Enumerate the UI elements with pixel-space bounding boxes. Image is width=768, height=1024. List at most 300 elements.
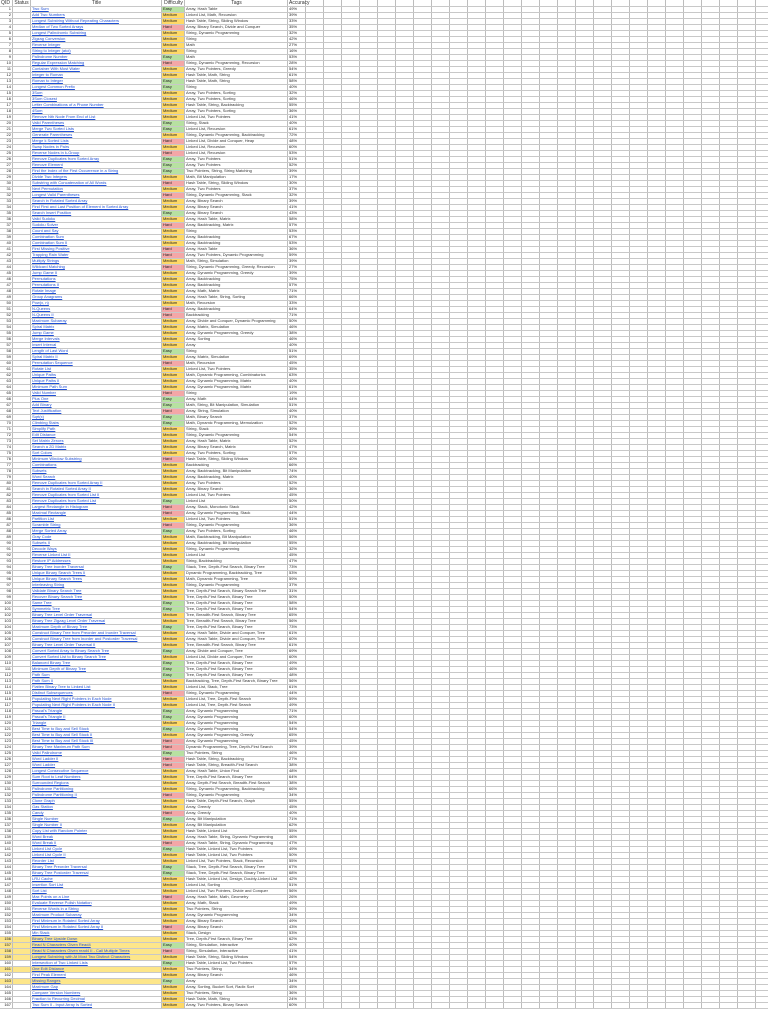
empty-cell[interactable] xyxy=(630,715,648,720)
empty-cell[interactable] xyxy=(324,91,342,96)
empty-cell[interactable] xyxy=(360,37,378,42)
empty-cell[interactable] xyxy=(396,505,414,510)
empty-cell[interactable] xyxy=(342,151,360,156)
empty-cell[interactable] xyxy=(468,553,486,558)
empty-cell[interactable] xyxy=(486,607,504,612)
cell-title-link[interactable]: Binary Tree Upside Down xyxy=(31,937,162,942)
empty-cell[interactable] xyxy=(396,655,414,660)
empty-cell[interactable] xyxy=(684,835,702,840)
empty-cell[interactable] xyxy=(648,109,666,114)
empty-cell[interactable] xyxy=(540,433,558,438)
empty-cell[interactable] xyxy=(450,721,468,726)
empty-cell[interactable] xyxy=(684,553,702,558)
cell-title-link[interactable]: Path Sum xyxy=(31,673,162,678)
empty-cell[interactable] xyxy=(360,91,378,96)
empty-cell[interactable] xyxy=(576,151,594,156)
empty-cell[interactable] xyxy=(486,139,504,144)
empty-cell[interactable] xyxy=(648,427,666,432)
empty-cell[interactable] xyxy=(486,673,504,678)
empty-cell[interactable] xyxy=(594,199,612,204)
cell-title-link[interactable]: Permutation Sequence xyxy=(31,361,162,366)
empty-cell[interactable] xyxy=(360,601,378,606)
empty-cell[interactable] xyxy=(738,805,756,810)
empty-cell[interactable] xyxy=(432,73,450,78)
empty-cell[interactable] xyxy=(630,367,648,372)
empty-cell[interactable] xyxy=(378,847,396,852)
empty-cell[interactable] xyxy=(522,91,540,96)
empty-cell[interactable] xyxy=(360,13,378,18)
empty-cell[interactable] xyxy=(738,559,756,564)
empty-cell[interactable] xyxy=(738,331,756,336)
empty-cell[interactable] xyxy=(702,685,720,690)
empty-cell[interactable] xyxy=(522,505,540,510)
empty-cell[interactable] xyxy=(342,577,360,582)
empty-cell[interactable] xyxy=(540,361,558,366)
empty-cell[interactable] xyxy=(630,487,648,492)
empty-cell[interactable] xyxy=(594,667,612,672)
empty-header-cell[interactable] xyxy=(432,0,450,6)
empty-cell[interactable] xyxy=(324,523,342,528)
empty-cell[interactable] xyxy=(450,829,468,834)
empty-cell[interactable] xyxy=(558,541,576,546)
empty-cell[interactable] xyxy=(558,307,576,312)
empty-cell[interactable] xyxy=(684,421,702,426)
empty-cell[interactable] xyxy=(342,787,360,792)
empty-cell[interactable] xyxy=(738,373,756,378)
empty-cell[interactable] xyxy=(630,493,648,498)
empty-cell[interactable] xyxy=(324,709,342,714)
empty-cell[interactable] xyxy=(522,763,540,768)
empty-cell[interactable] xyxy=(468,103,486,108)
empty-cell[interactable] xyxy=(360,835,378,840)
empty-cell[interactable] xyxy=(630,769,648,774)
empty-cell[interactable] xyxy=(396,43,414,48)
empty-cell[interactable] xyxy=(468,25,486,30)
empty-cell[interactable] xyxy=(522,151,540,156)
empty-cell[interactable] xyxy=(396,847,414,852)
empty-cell[interactable] xyxy=(630,787,648,792)
empty-cell[interactable] xyxy=(396,199,414,204)
empty-cell[interactable] xyxy=(522,31,540,36)
empty-cell[interactable] xyxy=(450,895,468,900)
empty-cell[interactable] xyxy=(504,301,522,306)
empty-cell[interactable] xyxy=(612,691,630,696)
empty-cell[interactable] xyxy=(558,427,576,432)
empty-cell[interactable] xyxy=(612,325,630,330)
empty-cell[interactable] xyxy=(432,835,450,840)
empty-cell[interactable] xyxy=(450,19,468,24)
empty-cell[interactable] xyxy=(612,835,630,840)
empty-cell[interactable] xyxy=(432,49,450,54)
empty-cell[interactable] xyxy=(540,541,558,546)
empty-cell[interactable] xyxy=(648,241,666,246)
empty-cell[interactable] xyxy=(504,103,522,108)
empty-cell[interactable] xyxy=(720,217,738,222)
empty-cell[interactable] xyxy=(522,157,540,162)
empty-cell[interactable] xyxy=(558,127,576,132)
empty-cell[interactable] xyxy=(738,139,756,144)
empty-cell[interactable] xyxy=(684,103,702,108)
empty-cell[interactable] xyxy=(540,355,558,360)
empty-cell[interactable] xyxy=(558,457,576,462)
empty-cell[interactable] xyxy=(306,811,324,816)
empty-cell[interactable] xyxy=(666,475,684,480)
cell-title-link[interactable]: Word Break II xyxy=(31,841,162,846)
empty-cell[interactable] xyxy=(468,265,486,270)
empty-cell[interactable] xyxy=(648,391,666,396)
empty-cell[interactable] xyxy=(378,787,396,792)
empty-cell[interactable] xyxy=(666,265,684,270)
empty-cell[interactable] xyxy=(378,697,396,702)
empty-cell[interactable] xyxy=(666,289,684,294)
empty-cell[interactable] xyxy=(702,457,720,462)
empty-cell[interactable] xyxy=(684,373,702,378)
empty-cell[interactable] xyxy=(702,169,720,174)
empty-cell[interactable] xyxy=(324,319,342,324)
empty-cell[interactable] xyxy=(432,745,450,750)
empty-cell[interactable] xyxy=(522,451,540,456)
empty-cell[interactable] xyxy=(702,631,720,636)
empty-cell[interactable] xyxy=(468,13,486,18)
empty-cell[interactable] xyxy=(648,13,666,18)
empty-cell[interactable] xyxy=(630,757,648,762)
empty-cell[interactable] xyxy=(306,109,324,114)
cell-title-link[interactable]: Spiral Matrix II xyxy=(31,355,162,360)
empty-cell[interactable] xyxy=(594,559,612,564)
empty-cell[interactable] xyxy=(594,307,612,312)
empty-cell[interactable] xyxy=(612,775,630,780)
empty-cell[interactable] xyxy=(486,919,504,924)
empty-cell[interactable] xyxy=(378,385,396,390)
empty-cell[interactable] xyxy=(576,841,594,846)
empty-cell[interactable] xyxy=(468,763,486,768)
empty-cell[interactable] xyxy=(648,379,666,384)
empty-cell[interactable] xyxy=(432,277,450,282)
empty-cell[interactable] xyxy=(720,775,738,780)
empty-cell[interactable] xyxy=(684,199,702,204)
cell-title-link[interactable]: Gray Code xyxy=(31,535,162,540)
cell-title-link[interactable]: Group Anagrams xyxy=(31,295,162,300)
empty-cell[interactable] xyxy=(540,931,558,936)
empty-cell[interactable] xyxy=(720,721,738,726)
empty-cell[interactable] xyxy=(558,733,576,738)
empty-cell[interactable] xyxy=(594,847,612,852)
empty-cell[interactable] xyxy=(486,835,504,840)
empty-cell[interactable] xyxy=(540,325,558,330)
empty-cell[interactable] xyxy=(306,433,324,438)
empty-cell[interactable] xyxy=(738,295,756,300)
empty-cell[interactable] xyxy=(378,523,396,528)
empty-cell[interactable] xyxy=(504,331,522,336)
empty-cell[interactable] xyxy=(684,121,702,126)
empty-cell[interactable] xyxy=(306,295,324,300)
empty-cell[interactable] xyxy=(342,619,360,624)
empty-cell[interactable] xyxy=(324,757,342,762)
empty-cell[interactable] xyxy=(342,43,360,48)
empty-cell[interactable] xyxy=(630,235,648,240)
empty-cell[interactable] xyxy=(504,709,522,714)
empty-cell[interactable] xyxy=(630,637,648,642)
empty-cell[interactable] xyxy=(684,7,702,12)
empty-cell[interactable] xyxy=(486,499,504,504)
empty-cell[interactable] xyxy=(648,193,666,198)
empty-cell[interactable] xyxy=(414,721,432,726)
empty-cell[interactable] xyxy=(360,547,378,552)
empty-cell[interactable] xyxy=(558,193,576,198)
empty-cell[interactable] xyxy=(468,391,486,396)
empty-cell[interactable] xyxy=(630,865,648,870)
empty-cell[interactable] xyxy=(738,475,756,480)
empty-cell[interactable] xyxy=(450,457,468,462)
empty-cell[interactable] xyxy=(324,853,342,858)
empty-cell[interactable] xyxy=(432,907,450,912)
empty-cell[interactable] xyxy=(558,277,576,282)
empty-cell[interactable] xyxy=(720,157,738,162)
empty-cell[interactable] xyxy=(360,145,378,150)
empty-cell[interactable] xyxy=(306,31,324,36)
empty-cell[interactable] xyxy=(396,439,414,444)
empty-cell[interactable] xyxy=(720,103,738,108)
empty-cell[interactable] xyxy=(576,229,594,234)
empty-cell[interactable] xyxy=(540,829,558,834)
empty-cell[interactable] xyxy=(666,589,684,594)
empty-cell[interactable] xyxy=(378,415,396,420)
empty-cell[interactable] xyxy=(576,589,594,594)
empty-cell[interactable] xyxy=(540,403,558,408)
empty-cell[interactable] xyxy=(522,133,540,138)
empty-cell[interactable] xyxy=(738,151,756,156)
empty-cell[interactable] xyxy=(522,691,540,696)
cell-title-link[interactable]: Triangle xyxy=(31,721,162,726)
empty-cell[interactable] xyxy=(468,277,486,282)
empty-cell[interactable] xyxy=(540,895,558,900)
empty-cell[interactable] xyxy=(630,439,648,444)
empty-cell[interactable] xyxy=(594,373,612,378)
empty-cell[interactable] xyxy=(594,751,612,756)
empty-cell[interactable] xyxy=(522,673,540,678)
empty-cell[interactable] xyxy=(594,49,612,54)
empty-cell[interactable] xyxy=(414,511,432,516)
empty-cell[interactable] xyxy=(504,811,522,816)
empty-cell[interactable] xyxy=(378,31,396,36)
empty-cell[interactable] xyxy=(324,733,342,738)
empty-cell[interactable] xyxy=(540,463,558,468)
empty-cell[interactable] xyxy=(612,799,630,804)
empty-cell[interactable] xyxy=(594,655,612,660)
empty-cell[interactable] xyxy=(342,463,360,468)
empty-cell[interactable] xyxy=(720,85,738,90)
empty-cell[interactable] xyxy=(360,877,378,882)
empty-cell[interactable] xyxy=(720,679,738,684)
empty-cell[interactable] xyxy=(612,337,630,342)
empty-cell[interactable] xyxy=(522,85,540,90)
empty-cell[interactable] xyxy=(360,367,378,372)
empty-cell[interactable] xyxy=(360,7,378,12)
empty-cell[interactable] xyxy=(594,577,612,582)
empty-cell[interactable] xyxy=(486,559,504,564)
empty-cell[interactable] xyxy=(324,271,342,276)
empty-cell[interactable] xyxy=(342,889,360,894)
empty-cell[interactable] xyxy=(306,301,324,306)
empty-cell[interactable] xyxy=(648,637,666,642)
empty-cell[interactable] xyxy=(342,643,360,648)
empty-cell[interactable] xyxy=(342,253,360,258)
empty-cell[interactable] xyxy=(720,763,738,768)
cell-title-link[interactable]: Search in Rotated Sorted Array xyxy=(31,199,162,204)
empty-cell[interactable] xyxy=(666,97,684,102)
empty-cell[interactable] xyxy=(738,565,756,570)
empty-cell[interactable] xyxy=(648,913,666,918)
empty-cell[interactable] xyxy=(306,739,324,744)
empty-cell[interactable] xyxy=(576,67,594,72)
empty-cell[interactable] xyxy=(666,307,684,312)
empty-cell[interactable] xyxy=(522,829,540,834)
empty-cell[interactable] xyxy=(342,415,360,420)
empty-cell[interactable] xyxy=(396,115,414,120)
empty-cell[interactable] xyxy=(738,199,756,204)
empty-cell[interactable] xyxy=(450,151,468,156)
empty-cell[interactable] xyxy=(324,679,342,684)
empty-cell[interactable] xyxy=(738,361,756,366)
empty-cell[interactable] xyxy=(540,889,558,894)
empty-cell[interactable] xyxy=(324,745,342,750)
empty-cell[interactable] xyxy=(576,277,594,282)
empty-cell[interactable] xyxy=(450,877,468,882)
empty-cell[interactable] xyxy=(486,427,504,432)
empty-cell[interactable] xyxy=(684,487,702,492)
empty-cell[interactable] xyxy=(468,61,486,66)
empty-cell[interactable] xyxy=(360,343,378,348)
empty-cell[interactable] xyxy=(540,163,558,168)
empty-cell[interactable] xyxy=(468,463,486,468)
empty-cell[interactable] xyxy=(396,475,414,480)
empty-cell[interactable] xyxy=(648,793,666,798)
empty-cell[interactable] xyxy=(486,259,504,264)
empty-cell[interactable] xyxy=(504,463,522,468)
empty-cell[interactable] xyxy=(486,415,504,420)
empty-cell[interactable] xyxy=(522,325,540,330)
empty-cell[interactable] xyxy=(648,337,666,342)
empty-cell[interactable] xyxy=(486,49,504,54)
empty-cell[interactable] xyxy=(396,163,414,168)
empty-cell[interactable] xyxy=(504,139,522,144)
empty-cell[interactable] xyxy=(324,415,342,420)
cell-title-link[interactable]: Unique Paths xyxy=(31,373,162,378)
empty-cell[interactable] xyxy=(720,331,738,336)
empty-cell[interactable] xyxy=(450,505,468,510)
empty-cell[interactable] xyxy=(342,187,360,192)
empty-cell[interactable] xyxy=(558,55,576,60)
empty-cell[interactable] xyxy=(414,391,432,396)
empty-cell[interactable] xyxy=(522,283,540,288)
empty-cell[interactable] xyxy=(414,379,432,384)
empty-cell[interactable] xyxy=(540,619,558,624)
empty-cell[interactable] xyxy=(504,781,522,786)
empty-cell[interactable] xyxy=(594,55,612,60)
empty-cell[interactable] xyxy=(702,265,720,270)
empty-cell[interactable] xyxy=(414,211,432,216)
empty-cell[interactable] xyxy=(342,277,360,282)
empty-cell[interactable] xyxy=(720,643,738,648)
empty-cell[interactable] xyxy=(612,391,630,396)
empty-cell[interactable] xyxy=(378,673,396,678)
empty-cell[interactable] xyxy=(576,205,594,210)
empty-cell[interactable] xyxy=(648,187,666,192)
empty-cell[interactable] xyxy=(450,703,468,708)
empty-cell[interactable] xyxy=(468,469,486,474)
empty-cell[interactable] xyxy=(684,547,702,552)
empty-cell[interactable] xyxy=(522,247,540,252)
empty-cell[interactable] xyxy=(522,211,540,216)
empty-header-cell[interactable] xyxy=(666,0,684,6)
empty-cell[interactable] xyxy=(324,451,342,456)
empty-cell[interactable] xyxy=(648,319,666,324)
empty-cell[interactable] xyxy=(612,409,630,414)
empty-cell[interactable] xyxy=(414,535,432,540)
empty-cell[interactable] xyxy=(720,121,738,126)
empty-cell[interactable] xyxy=(522,481,540,486)
empty-cell[interactable] xyxy=(486,457,504,462)
empty-cell[interactable] xyxy=(684,763,702,768)
cell-title-link[interactable]: Remove Duplicates from Sorted Array xyxy=(31,157,162,162)
empty-cell[interactable] xyxy=(630,79,648,84)
empty-cell[interactable] xyxy=(468,631,486,636)
empty-cell[interactable] xyxy=(576,571,594,576)
empty-cell[interactable] xyxy=(630,199,648,204)
empty-cell[interactable] xyxy=(576,109,594,114)
empty-cell[interactable] xyxy=(684,427,702,432)
empty-cell[interactable] xyxy=(720,703,738,708)
empty-cell[interactable] xyxy=(702,151,720,156)
empty-cell[interactable] xyxy=(684,703,702,708)
empty-cell[interactable] xyxy=(576,145,594,150)
empty-cell[interactable] xyxy=(360,853,378,858)
empty-cell[interactable] xyxy=(324,871,342,876)
empty-cell[interactable] xyxy=(504,637,522,642)
empty-cell[interactable] xyxy=(576,385,594,390)
empty-cell[interactable] xyxy=(504,409,522,414)
empty-cell[interactable] xyxy=(414,439,432,444)
empty-cell[interactable] xyxy=(468,325,486,330)
empty-cell[interactable] xyxy=(450,427,468,432)
empty-cell[interactable] xyxy=(306,481,324,486)
empty-cell[interactable] xyxy=(720,631,738,636)
empty-cell[interactable] xyxy=(558,337,576,342)
empty-cell[interactable] xyxy=(360,115,378,120)
empty-cell[interactable] xyxy=(648,673,666,678)
empty-cell[interactable] xyxy=(504,619,522,624)
empty-cell[interactable] xyxy=(432,109,450,114)
empty-cell[interactable] xyxy=(648,649,666,654)
empty-cell[interactable] xyxy=(468,817,486,822)
empty-cell[interactable] xyxy=(738,265,756,270)
empty-cell[interactable] xyxy=(504,73,522,78)
empty-cell[interactable] xyxy=(558,67,576,72)
empty-cell[interactable] xyxy=(594,97,612,102)
empty-cell[interactable] xyxy=(432,673,450,678)
empty-cell[interactable] xyxy=(324,85,342,90)
empty-cell[interactable] xyxy=(414,685,432,690)
empty-cell[interactable] xyxy=(612,811,630,816)
empty-cell[interactable] xyxy=(702,235,720,240)
empty-cell[interactable] xyxy=(396,109,414,114)
empty-cell[interactable] xyxy=(576,481,594,486)
empty-cell[interactable] xyxy=(576,769,594,774)
empty-cell[interactable] xyxy=(306,379,324,384)
empty-cell[interactable] xyxy=(306,421,324,426)
empty-cell[interactable] xyxy=(522,7,540,12)
empty-cell[interactable] xyxy=(612,847,630,852)
